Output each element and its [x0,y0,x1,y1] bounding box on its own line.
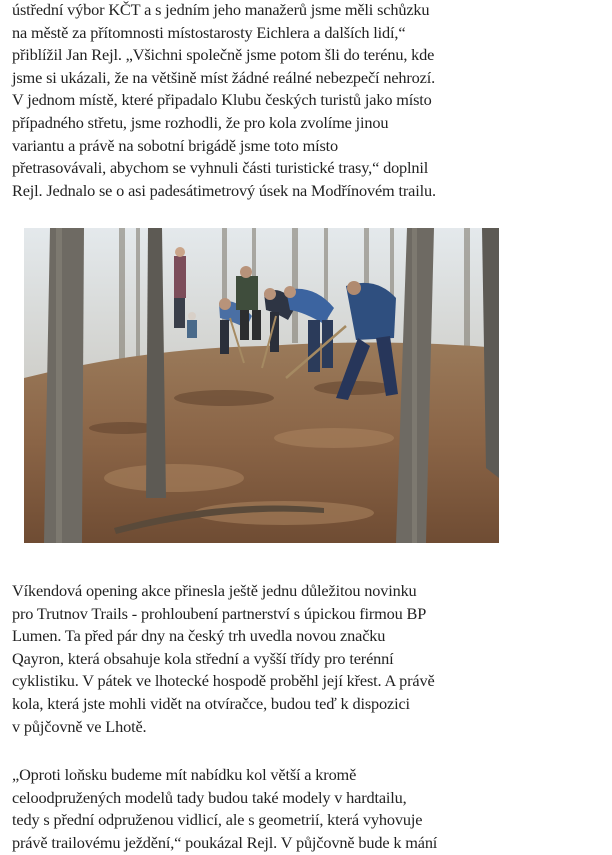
text-line: kola, která jste mohli vidět na otvíračce, budou teď k dispozici [12,693,410,713]
text-line: pro Trutnov Trails - prohloubení partnerství s úpickou firmou BP [12,603,427,623]
text-line: Lumen. Ta před pár dny na český trh uvedla novou značku [12,626,386,646]
text-line: variantu a právě na sobotní brigádě jsme toto místo [12,135,339,155]
text-line: celoodpružených modelů tady budou také modely v hardtailu, [12,787,407,807]
text-line: V jednom místě, které připadalo Klubu českých turistů jako místo [12,90,432,110]
text-line: tedy s přední odpruženou vidlicí, ale s geometrií, která vyhovuje [12,810,423,830]
text-line: přiblížil Jan Rejl. „Všichni společně jsme potom šli do terénu, kde [12,45,435,65]
paragraph-trail-meeting [12,0,498,202]
forest-trail-work-photo-icon [24,228,499,543]
text-line: jsme si ukázali, že na většině míst žádné reálné nebezpečí nehrozí. [12,67,436,87]
text-line: „Oproti loňsku budeme mít nabídku kol větší a kromě [12,765,357,784]
text-line: ústřední výbor KČT a s jedním jeho manažerů jsme měli schůzku [12,0,430,19]
text-line: na městě za přítomnosti místostarosty Eichlera a dalších lidí,“ [12,22,406,42]
paragraph-qayron-partnership [12,580,498,738]
text-line: právě trailovému ježdění,“ poukázal Rejl. V půjčovně bude k mání [12,832,438,852]
text-line: případného střetu, jsme rozhodli, že pro kola zvolíme jinou [12,112,389,132]
trail-work-photo [24,228,499,543]
paragraph-rental-quote [12,764,498,854]
text-line: Víkendová opening akce přinesla ještě jednu důležitou novinku [12,581,417,600]
text-line: cyklistiku. V pátek ve lhotecké hospodě proběhl její křest. A právě [12,671,435,691]
text-line: přetrasovávali, abychom se vyhnuli části turistické trasy,“ doplnil [12,158,429,178]
text-line: Qayron, která obsahuje kola střední a vyšší třídy pro terénní [12,648,394,668]
text-line: Rejl. Jednalo se o asi padesátimetrový úsek na Modřínovém trailu. [12,180,436,200]
text-line: v půjčovně ve Lhotě. [12,716,147,736]
